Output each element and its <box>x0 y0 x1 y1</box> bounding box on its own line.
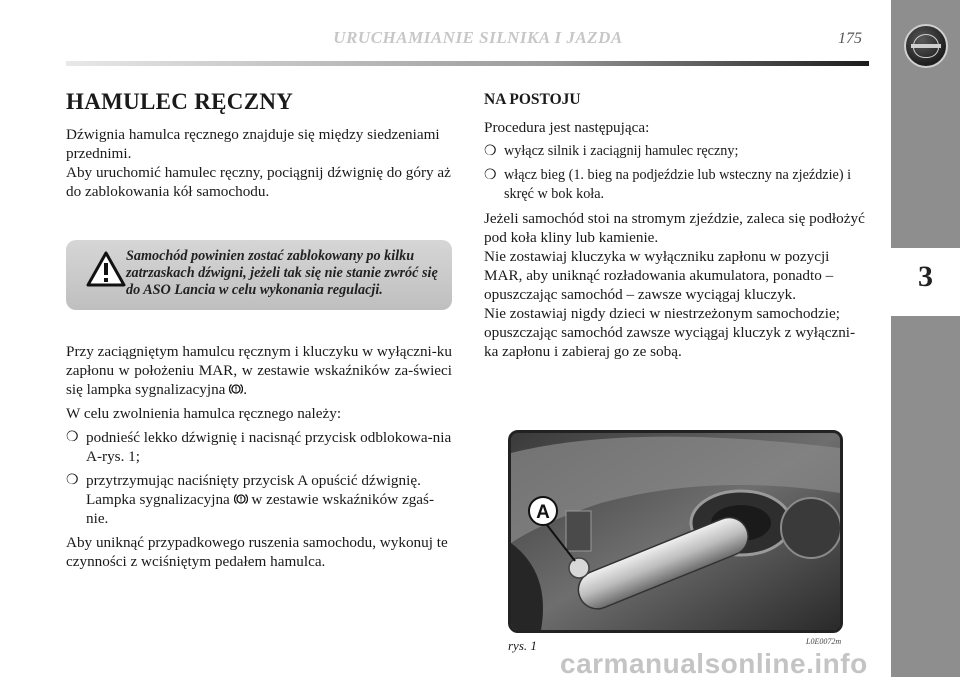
callout-a-label: A <box>536 502 550 523</box>
chapter-marker[interactable] <box>891 248 960 316</box>
chapter-number: 3 <box>918 260 933 293</box>
warning-triangle-icon <box>86 250 126 288</box>
brake-warning-lamp-icon <box>234 492 248 506</box>
header-rule <box>66 61 869 66</box>
brake-warning-lamp-icon <box>229 382 243 396</box>
release-step-2: przytrzymując naciśnięty przycisk A opuścić dźwignię. Lampka sygnalizacyjna w zestawie wskaźników zgaś-nie. <box>86 472 435 527</box>
release-block <box>66 342 452 571</box>
bullet-mark: ❍ <box>484 144 497 159</box>
chapter-side-tab <box>891 0 960 677</box>
bullet-mark: ❍ <box>484 168 497 183</box>
bullet-mark: ❍ <box>66 430 79 445</box>
section-title: URUCHAMIANIE SILNIKA I JAZDA <box>333 28 623 47</box>
intro-paragraph-2: Aby uruchomić hamulec ręczny, pociągnij dźwignię do góry aż do zablokowania kół samochodu. <box>66 164 451 200</box>
parking-paragraph-1: Jeżeli samochód stoi na stromym zjeździe, zaleca się podłożyć pod koła kliny lub kamienie. <box>484 210 865 246</box>
parking-paragraph-3: Nie zostawiaj nigdy dzieci w niestrzeżonym samochodzie; opuszczając samochód zawsze wyciągaj kluczyk z wyłączni-ka zapłonu i zabieraj go ze sobą. <box>484 305 856 360</box>
figure-caption: rys. 1 <box>508 638 537 653</box>
bullet-mark: ❍ <box>66 473 79 488</box>
release-step-1: podnieść lekko dźwignię i nacisnąć przycisk odblokowa-nia A-rys. 1; <box>86 429 452 465</box>
procedure-intro: Procedura jest następująca: <box>484 119 650 136</box>
subsection-heading: NA POSTOJU <box>484 91 581 108</box>
list-item <box>484 142 869 161</box>
lamp-paragraph: Przy zaciągniętym hamulcu ręcznym i kluczyku w wyłączni-ku zapłonu w położeniu MAR, w zestawie wskaźników za-świeci się lampka sygnalizacyjna . <box>66 343 452 398</box>
section-heading: HAMULEC RĘCZNY <box>66 89 294 114</box>
figure-code: L0E0072m <box>806 637 842 646</box>
lancia-shield-icon <box>904 24 948 68</box>
parking-block <box>484 118 869 361</box>
parking-step-1: wyłącz silnik i zaciągnij hamulec ręczny; <box>504 143 739 159</box>
warning-text: Samochód powinien zostać zablokowany po kilku zatrzaskach dźwigni, jeżeli tak się nie stanie zwróć się do ASO Lancia w celu wykonania regulacji. <box>126 248 438 298</box>
intro-block <box>66 125 452 201</box>
handbrake-photo <box>508 430 843 633</box>
page-number: 175 <box>838 30 862 47</box>
handbrake-illustration <box>511 433 840 630</box>
parking-paragraph-2: Nie zostawiaj kluczyka w wyłączniku zapłonu w pozycji MAR, aby uniknąć rozładowania akumulatora, ponadto – opuszczając samochód – zawsze wyciągaj kluczyk. <box>484 248 834 303</box>
intro-paragraph-1: Dźwignia hamulca ręcznego znajduje się między siedzeniami przednimi. <box>66 126 440 162</box>
final-paragraph: Aby uniknąć przypadkowego ruszenia samochodu, wykonuj te czynności z wciśniętym pedałem hamulca. <box>66 534 448 570</box>
list-item <box>66 471 452 528</box>
warning-box <box>66 240 452 310</box>
release-intro: W celu zwolnienia hamulca ręcznego należy: <box>66 405 342 422</box>
list-item <box>484 166 869 204</box>
list-item <box>66 428 452 466</box>
parking-step-2: włącz bieg (1. bieg na podjeździe lub wsteczny na zjeździe) i skręć w bok koła. <box>504 167 852 202</box>
watermark: carmanualsonline.info <box>560 648 868 679</box>
